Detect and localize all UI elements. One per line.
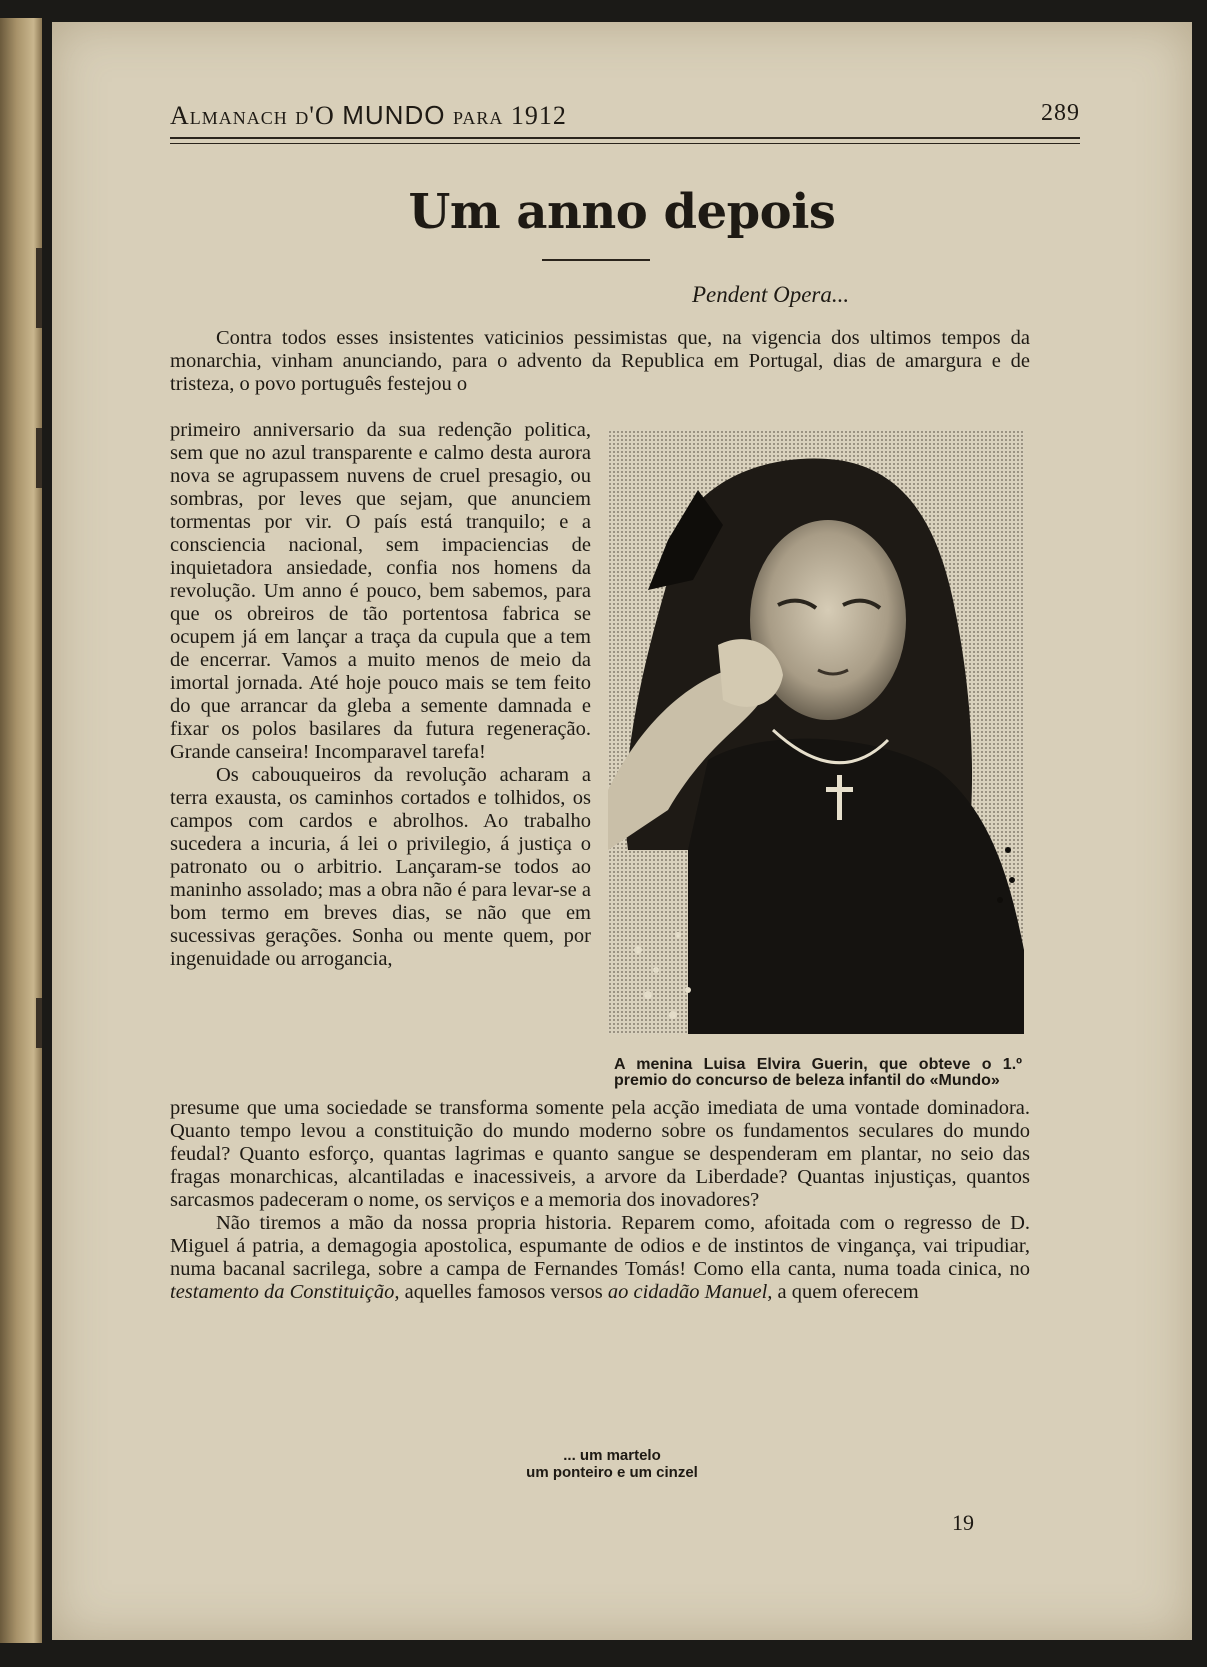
page-edge-mark xyxy=(36,248,42,328)
book-page xyxy=(52,22,1192,1640)
paragraph-continued: presume que uma sociedade se transforma somente pela acção imediata de uma vontade dominadora. Quanto tempo levou a constituição do mundo moderno sobre os fundamentos seculares do mundo feudal? Quanto esforço, quantas lagrimas e quanto sangue se despenderam em plantar, no seio das fragas monarchicas, alcantiladas e inacessiveis, a arvore da Liberdade? Quantas injustiças, quantos sarcasmos padeceram o nome, os serviços e a memoria dos inovadores? xyxy=(170,1097,1030,1211)
page-edge-mark xyxy=(36,428,42,488)
running-title: Almanach d'O MUNDO para 1912 xyxy=(170,100,567,130)
page-number: 289 xyxy=(1041,100,1080,126)
opening-paragraph: Contra todos esses insistentes vaticinios pessimistas que, na vigencia dos ultimos tempos da monarchia, vinham anunciando, para o advento da Republica em Portugal, dias de amargura e de tristeza, o povo português festejou o xyxy=(170,327,1030,395)
running-head xyxy=(170,100,1080,140)
photo-caption: A menina Luisa Elvira Guerin, que obteve o 1.º premio do concurso de beleza infantil do «Mundo» xyxy=(614,1056,1022,1089)
paragraph: Não tiremos a mão da nossa propria historia. Reparem como, afoitada com o regresso de D. Miguel á patria, a demagogia apostolica, espumante de odios e de instintos de vingança, vai tripudiar, numa bacanal sacrilega, sobre a campa de Fernandes Tomás! Como ella canta, numa toada cinica, no testamento da Constituição, aquelles famosos versos ao cidadão Manuel, a quem oferecem xyxy=(170,1212,1030,1303)
verse-line: ... um martelo xyxy=(563,1447,661,1464)
paragraph-continued: primeiro anniversario da sua redenção politica, sem que no azul transparente e calmo desta aurora nova se agrupassem nuvens de cruel presagio, ou sombras, por leves que sejam, que anunciem tormentas por vir. O país está tranquilo; e a consciencia nacional, sem impaciencias de inquietadora ansiedade, confia nos homens da revolução. Um anno é pouco, bem sabemos, para que os obreiros de tão portentosa fabrica se ocupem já em lançar a traça da cupula que a tem de encerrar. Vamos a muito menos de meio da imortal jornada. Até hoje pouco mais se tem feito do que arrancar da gleba a semente damnada e fixar os polos basilares da futura regeneração. Grande canseira! Incomparavel tarefa! xyxy=(170,419,591,763)
paragraph: Os cabouqueiros da revolução acharam a terra exausta, os caminhos cortados e tolhidos, os campos com cardos e abrolhos. Ao trabalho sucedera a incuria, á lei o privilegio, á justiça o patronato ou o arbitrio. Lançaram-se todos ao maninho assolado; mas a obra não é para levar-se a bom termo em breves dias, se não que em sucessivas gerações. Sonha ou mente quem, por ingenuidade ou arrogancia, xyxy=(170,764,591,970)
article-title: Um anno depois xyxy=(408,184,836,240)
title-divider xyxy=(542,259,650,261)
header-rule xyxy=(170,137,1080,144)
verse-line: um ponteiro e um cinzel xyxy=(526,1464,698,1481)
epigraph: Pendent Opera... xyxy=(692,282,850,307)
facing-page-edge xyxy=(0,18,42,1643)
quoted-verse xyxy=(452,1447,772,1481)
lower-text xyxy=(170,1097,1030,1304)
page-edge-mark xyxy=(36,998,42,1048)
portrait-photo xyxy=(608,430,1024,1034)
signature-folio: 19 xyxy=(952,1510,974,1535)
left-column-text xyxy=(170,419,591,971)
portrait-image xyxy=(608,430,1024,1034)
